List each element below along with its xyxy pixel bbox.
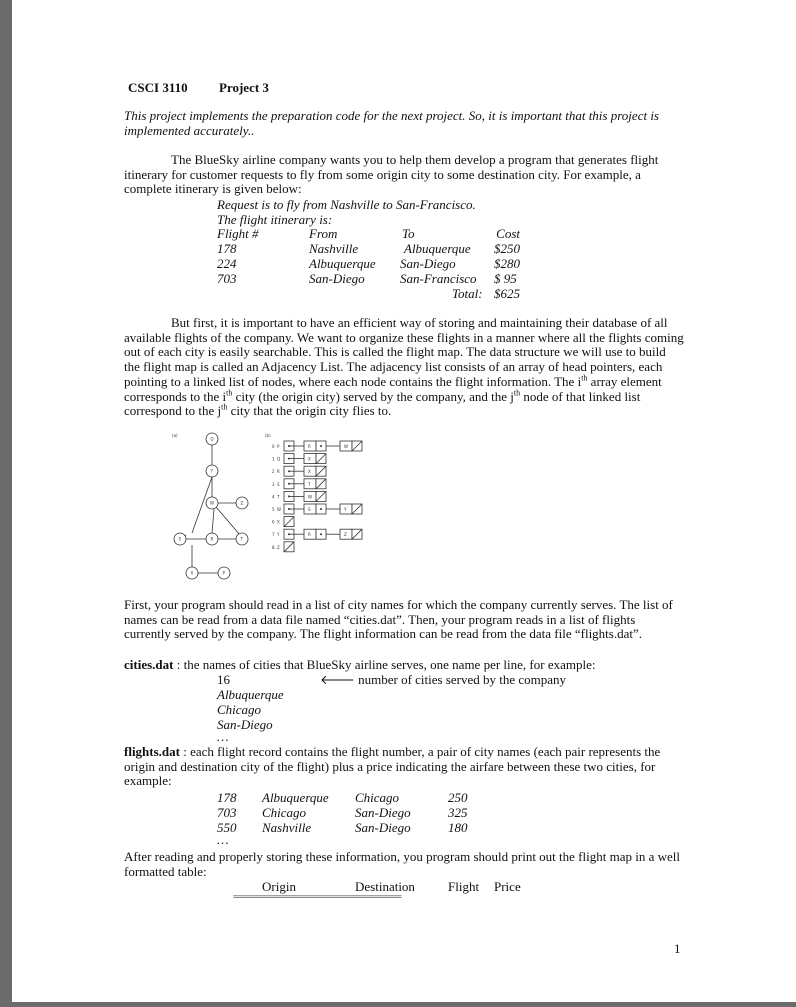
flights-cell: 180 <box>448 820 468 835</box>
adjacency-index: 0 <box>272 444 275 449</box>
adjacency-index: 5 <box>272 507 275 512</box>
itinerary-cell: Albuquerque <box>404 241 471 256</box>
adjacency-index: 7 <box>272 532 275 538</box>
graph-node-t <box>236 533 248 545</box>
svg-text:X: X <box>190 570 194 576</box>
paragraph-2-part: array element corresponds to the i <box>124 373 662 404</box>
adjacency-city: R <box>277 469 280 475</box>
svg-text:S: S <box>178 536 182 542</box>
adjacency-city: T <box>277 494 280 500</box>
flights-cell: Nashville <box>262 820 312 835</box>
itinerary-total-value: $625 <box>494 286 520 301</box>
sup-th: th <box>226 388 233 398</box>
list-node-label: Z <box>344 532 347 538</box>
request-line: Request is to fly from Nashville to San-Francisco. <box>217 197 476 212</box>
flights-cell: San-Diego <box>355 820 411 835</box>
flights-cell: 550 <box>217 820 237 835</box>
itinerary-col-flight <box>217 226 259 286</box>
flights-cell: San-Diego <box>355 805 411 820</box>
flights-col-to <box>355 790 411 835</box>
pointer-dot <box>320 508 322 510</box>
city-name: Chicago <box>217 702 262 717</box>
graph-node-r <box>206 533 218 545</box>
sup-th: th <box>581 373 588 383</box>
itinerary-header-flight: Flight # <box>217 226 259 241</box>
list-node-label: S <box>308 507 311 512</box>
sup-th: th <box>221 402 228 412</box>
flights-desc: : each flight record contains the flight number, a pair of city names (each pair represents the origin and destination city of the flight) plus a price indicating the airfare between these two cities, for example: <box>124 744 661 789</box>
itinerary-cell: 224 <box>217 256 237 271</box>
itinerary-label: The flight itinerary is: <box>217 212 333 227</box>
itinerary-header-cost: Cost <box>496 226 520 241</box>
flights-cell: Chicago <box>262 805 307 820</box>
svg-text:W: W <box>210 500 214 506</box>
itinerary-col-from <box>309 226 376 286</box>
list-node-label: W <box>308 494 312 500</box>
cities-file-label: cities.dat <box>124 657 174 672</box>
svg-text:R: R <box>210 536 214 542</box>
adjacency-city: Z <box>277 544 280 550</box>
flights-col-from <box>262 790 329 835</box>
cities-count: 16 <box>217 672 230 687</box>
city-name: San-Diego <box>217 717 273 732</box>
adjacency-index: 1 <box>272 456 275 462</box>
list-node-label: X <box>308 456 311 462</box>
adjacency-index: 2 <box>272 469 275 475</box>
adjacency-list <box>272 441 362 552</box>
pointer-dot <box>320 533 322 535</box>
flights-description <box>124 745 684 789</box>
adjacency-index: 6 <box>272 519 275 525</box>
flights-col-num <box>217 790 237 847</box>
map-header-rule: ============================================ <box>233 892 401 901</box>
page-number: 1 <box>674 941 681 956</box>
paragraph-2 <box>124 316 684 419</box>
flights-file-label: flights.dat <box>124 744 180 759</box>
list-node-label: R <box>308 444 311 449</box>
map-header-price: Price <box>494 879 521 894</box>
list-node-label: R <box>308 532 311 538</box>
graph-node-s <box>174 533 186 545</box>
document-page <box>12 0 796 1002</box>
list-node-label: X <box>308 469 311 475</box>
figure-label-a: (a) <box>172 433 178 438</box>
flights-cell: Chicago <box>355 790 400 805</box>
itinerary-cell: Albuquerque <box>309 256 376 271</box>
itinerary-cell: San-Francisco <box>400 271 477 286</box>
adjacency-city: P <box>277 444 280 449</box>
svg-text:Y: Y <box>210 468 213 474</box>
cities-description <box>124 658 684 673</box>
itinerary-cell: San-Diego <box>309 271 365 286</box>
graph-node-x <box>186 567 198 579</box>
adjacency-index: 4 <box>272 494 275 500</box>
itinerary-cell: $ 95 <box>494 271 517 286</box>
paragraph-2-part: node of that linked list correspond to the j <box>124 388 641 419</box>
itinerary-cell: $280 <box>494 256 520 271</box>
cities-ellipsis: … <box>217 729 229 744</box>
flights-cell: 178 <box>217 790 237 805</box>
svg-text:Z: Z <box>240 500 244 506</box>
itinerary-col-cost <box>494 226 520 286</box>
graph-node-y <box>206 465 218 477</box>
itinerary-cell: San-Diego <box>400 256 456 271</box>
figure-label-b: (b) <box>265 433 271 438</box>
adjacency-city: W <box>277 507 281 512</box>
paragraph-2-part: But first, it is important to have an efficient way of storing and maintaining their database of all available flights of the company. We want to organize these flights in a manner where all the flights coming out of each city is easily searchable. This is called the flight map. The data structure we will use to build the flight map is called an Adjacency List. The adjacency list consists of an array of head pointers, each pointing to a linked list of nodes, where each node contains the flight information. The i <box>124 315 684 389</box>
graph-node-w <box>206 497 218 509</box>
itinerary-header-from: From <box>309 226 338 241</box>
adjacency-city: Y <box>277 532 280 538</box>
adjacency-city: S <box>277 481 280 487</box>
map-header-flight: Flight <box>448 879 480 894</box>
pointer-dot <box>320 445 322 447</box>
flights-cell: 325 <box>448 805 468 820</box>
course-code: CSCI 3110 <box>128 80 188 95</box>
graph-node-p <box>218 567 230 579</box>
adjacency-city: Q <box>277 456 281 462</box>
itinerary-col-to <box>400 226 477 286</box>
itinerary-header-to: To <box>402 226 415 241</box>
itinerary-cell: Nashville <box>309 241 359 256</box>
adjacency-city: X <box>277 519 280 525</box>
city-name: Albuquerque <box>217 687 284 702</box>
project-title: Project 3 <box>219 80 269 95</box>
svg-text:Q: Q <box>210 436 214 442</box>
list-node-label: Y <box>344 507 347 512</box>
cities-count-note: 🡐 number of cities served by the company <box>320 672 567 687</box>
flights-cell: 703 <box>217 805 237 820</box>
itinerary-total-label: Total: <box>452 286 483 301</box>
flights-cell: 250 <box>448 790 468 805</box>
list-node-label: T <box>308 481 311 487</box>
map-header-destination: Destination <box>355 879 415 894</box>
flights-cell: Albuquerque <box>262 790 329 805</box>
list-node-label: W <box>344 444 348 449</box>
paragraph-1: The BlueSky airline company wants you to help them develop a program that generates flight itinerary for customer requests to fly from some origin city to some destination city. For example, a complete itinerary is given below: <box>124 152 659 197</box>
itinerary-cell: 703 <box>217 271 237 286</box>
paragraph-2-part: city that the origin city flies to. <box>227 403 392 419</box>
adjacency-index: 3 <box>272 481 275 487</box>
flights-col-price <box>448 790 468 835</box>
svg-text:T: T <box>240 536 243 542</box>
flight-map-figure <box>162 425 402 585</box>
svg-text:P: P <box>222 570 225 576</box>
graph-node-z <box>236 497 248 509</box>
graph-node-q <box>206 433 218 445</box>
paragraph-4: After reading and properly storing these information, you program should print out the flight map in a well formatted table: <box>124 849 680 879</box>
map-header-origin: Origin <box>262 879 296 894</box>
flights-ellipsis: … <box>217 832 229 847</box>
intro-text: This project implements the preparation code for the next project. So, it is important that this project is implemented accurately.. <box>124 108 659 138</box>
adjacency-index: 8 <box>272 544 275 550</box>
cities-desc: : the names of cities that BlueSky airline serves, one name per line, for example: <box>173 657 596 672</box>
paragraph-3: First, your program should read in a list of city names for which the company currently serves. The list of names can be read from a data file named “cities.dat”. Then, your program reads in a list of flights currently served by the company. The flight information can be read from the data file “flights.dat”. <box>124 597 673 642</box>
sup-th: th <box>513 388 521 398</box>
itinerary-cell: 178 <box>217 241 237 256</box>
paragraph-2-part: city (the origin city) served by the company, and the j <box>232 388 514 404</box>
itinerary-cell: $250 <box>494 241 520 256</box>
cities-list <box>217 687 284 744</box>
